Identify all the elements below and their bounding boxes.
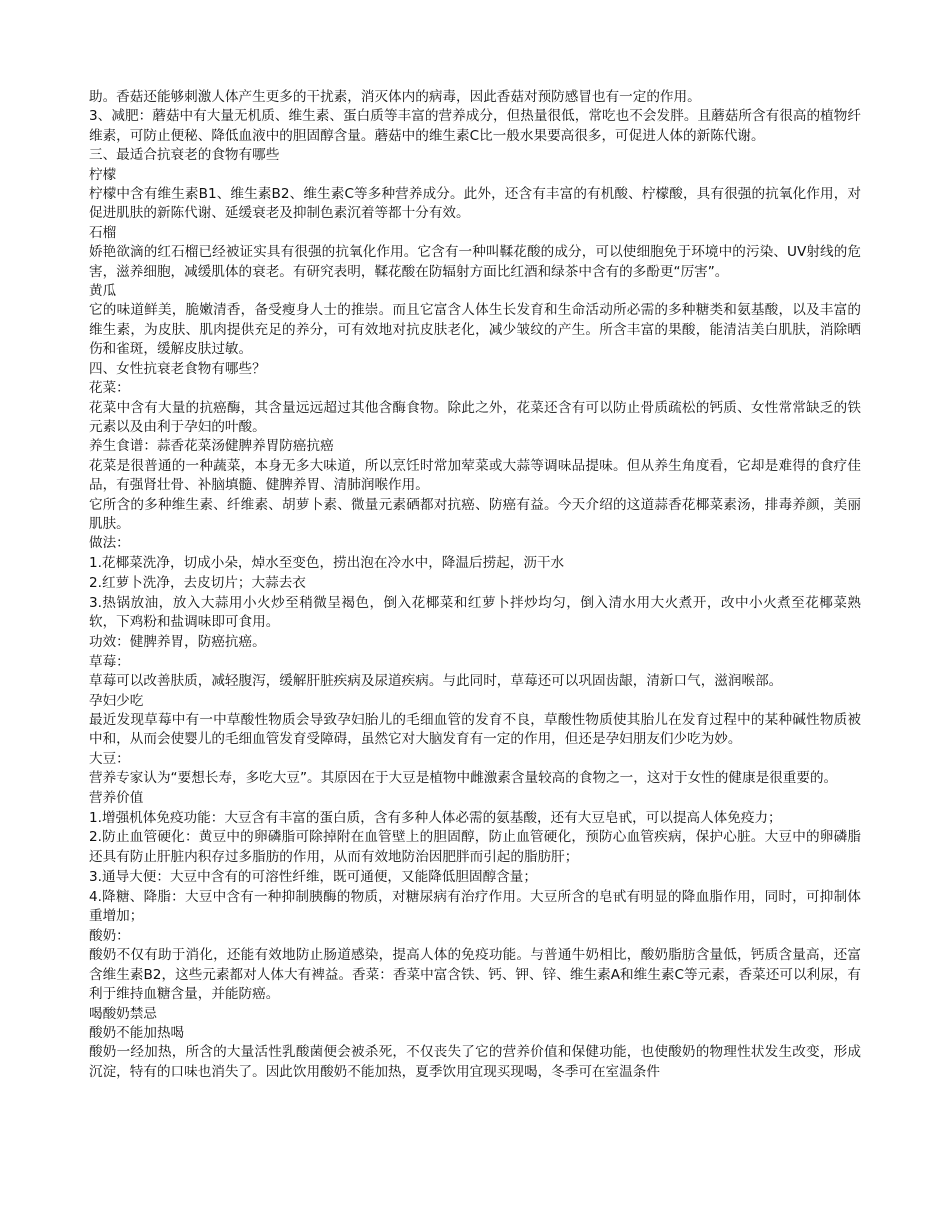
subheading: 营养价值	[89, 789, 144, 806]
subheading: 石榴	[89, 224, 117, 241]
subheading: 做法：	[89, 535, 130, 552]
numbered-step: 1.花椰菜洗净，切成小朵，焯水至变色，捞出泡在冷水中，降温后捞起，沥干水	[89, 555, 565, 572]
subheading: 柠檬	[89, 166, 117, 183]
paragraph: 柠檬中含有维生素B1、维生素B2、维生素C等多种营养成分。此外，还含有丰富的有机酸、柠檬酸，具有很强的抗氧化作用，对促进肌肤的新陈代谢、延缓衰老及抑制色素沉着等都十分有效。	[89, 186, 861, 222]
numbered-step: 3.热锅放油，放入大蒜用小火炒至稍微呈褐色，倒入花椰菜和红萝卜拌炒均匀，倒入清水用大火煮开，改中小火煮至花椰菜熟软，下鸡粉和盐调味即可食用。	[89, 595, 861, 631]
subheading: 大豆：	[89, 750, 130, 767]
paragraph: 花菜中含有大量的抗癌酶，其含量远远超过其他含酶食物。除此之外，花菜还含有可以防止骨质疏松的钙质、女性常常缺乏的铁元素以及由利于孕妇的叶酸。	[89, 399, 861, 435]
paragraph: 功效：健脾养胃，防癌抗癌。	[89, 634, 266, 651]
subheading: 草莓：	[89, 653, 130, 670]
paragraph: 营养专家认为“要想长寿，多吃大豆”。其原因在于大豆是植物中雌激素含量较高的食物之一，这对于女性的健康是很重要的。	[89, 770, 838, 787]
paragraph: 酸奶一经加热，所含的大量活性乳酸菌便会被杀死，不仅丧失了它的营养价值和保健功能，也使酸奶的物理性状发生改变，形成沉淀，特有的口味也消失了。因此饮用酸奶不能加热，夏季饮用宜现买现喝，冬季可在室温条件	[89, 1044, 861, 1080]
subheading: 酸奶：	[89, 927, 130, 944]
subheading: 花菜：	[89, 380, 130, 397]
subheading: 养生食谱：蒜香花菜汤健脾养胃防癌抗癌	[89, 438, 334, 455]
subheading: 酸奶不能加热喝	[89, 1025, 185, 1041]
numbered-item: 2.防止血管硬化：黄豆中的卵磷脂可除掉附在血管壁上的胆固醇，防止血管硬化，预防心血管疾病，保护心脏。大豆中的卵磷脂还具有防止肝脏内积存过多脂肪的作用，从而有效地防治因肥胖而引起的脂肪肝；	[89, 829, 861, 865]
paragraph: 最近发现草莓中有一中草酸性物质会导致孕妇胎儿的毛细血管的发育不良，草酸性物质使其胎儿在发育过程中的某种碱性物质被中和，从而会使婴儿的毛细血管发育受障碍，虽然它对大脑发育有一定的作用，但还是孕妇朋友们少吃为妙。	[89, 712, 861, 748]
document-page	[89, 88, 861, 1082]
section-heading: 四、女性抗衰老食物有哪些？	[89, 360, 266, 377]
subheading: 喝酸奶禁忌	[89, 1005, 157, 1022]
paragraph: 3、减肥：蘑菇中有大量无机质、维生素、蛋白质等丰富的营养成分，但热量很低，常吃也不会发胖。且蘑菇所含有很高的植物纤维素，可防止便秘、降低血液中的胆固醇含量。蘑菇中的维生素C比一般水果要高很多，可促进人体的新陈代谢。	[89, 108, 861, 144]
paragraph: 娇艳欲滴的红石榴已经被证实具有很强的抗氧化作用。它含有一种叫鞣花酸的成分，可以使细胞免于环境中的污染、UV射线的危害，滋养细胞，减缓肌体的衰老。有研究表明，鞣花酸在防辐射方面比红酒和绿茶中含有的多酚更“厉害”。	[89, 244, 861, 280]
numbered-step: 2.红萝卜洗净，去皮切片；大蒜去衣	[89, 575, 306, 592]
section-heading: 三、最适合抗衰老的食物有哪些	[89, 147, 280, 164]
numbered-item: 1.增强机体免疫功能：大豆含有丰富的蛋白质，含有多种人体必需的氨基酸，还有大豆皂甙，可以提高人体免疫力；	[89, 809, 782, 826]
numbered-item: 4.降糖、降脂：大豆中含有一种抑制胰酶的物质，对糖尿病有治疗作用。大豆所含的皂甙有明显的降血脂作用，同时，可抑制体重增加；	[89, 888, 861, 925]
paragraph: 草莓可以改善肤质，减轻腹泻，缓解肝脏疾病及尿道疾病。与此同时，草莓还可以巩固齿龈，清新口气，滋润喉部。	[89, 673, 783, 690]
paragraph: 花菜是很普通的一种蔬菜，本身无多大味道，所以烹饪时常加荤菜或大蒜等调味品提味。但从养生角度看，它却是难得的食疗佳品，有强肾壮骨、补脑填髓、健脾养胃、清肺润喉作用。	[89, 457, 861, 494]
subheading: 孕妇少吃	[89, 692, 144, 709]
numbered-item: 3.通导大便：大豆中含有的可溶性纤维，既可通便，又能降低胆固醇含量；	[89, 868, 537, 885]
paragraph: 助。香菇还能够刺激人体产生更多的干扰素，消灭体内的病毒，因此香菇对预防感冒也有一定的作用。	[89, 89, 701, 105]
paragraph: 酸奶不仅有助于消化，还能有效地防止肠道感染，提高人体的免疫功能。与普通牛奶相比，酸奶脂肪含量低，钙质含量高，还富含维生素B2，这些元素都对人体大有裨益。香菜：香菜中富含铁、钙、钾、锌、维生素A和维生素C等元素，香菜还可以利尿，有利于维持血糖含量，并能防癌。	[89, 947, 861, 1003]
subheading: 黄瓜	[89, 283, 117, 300]
paragraph: 它的味道鲜美，脆嫩清香，备受瘦身人士的推崇。而且它富含人体生长发育和生命活动所必需的多种糖类和氨基酸，以及丰富的维生素，为皮肤、肌肉提供充足的养分，可有效地对抗皮肤老化，减少皱纹的产生。所含丰富的果酸，能清洁美白肌肤，消除晒伤和雀斑，缓解皮肤过敏。	[89, 302, 861, 358]
paragraph: 它所含的多种维生素、纤维素、胡萝卜素、微量元素硒都对抗癌、防癌有益。今天介绍的这道蒜香花椰菜素汤，排毒养颜，美丽肌肤。	[89, 496, 861, 532]
